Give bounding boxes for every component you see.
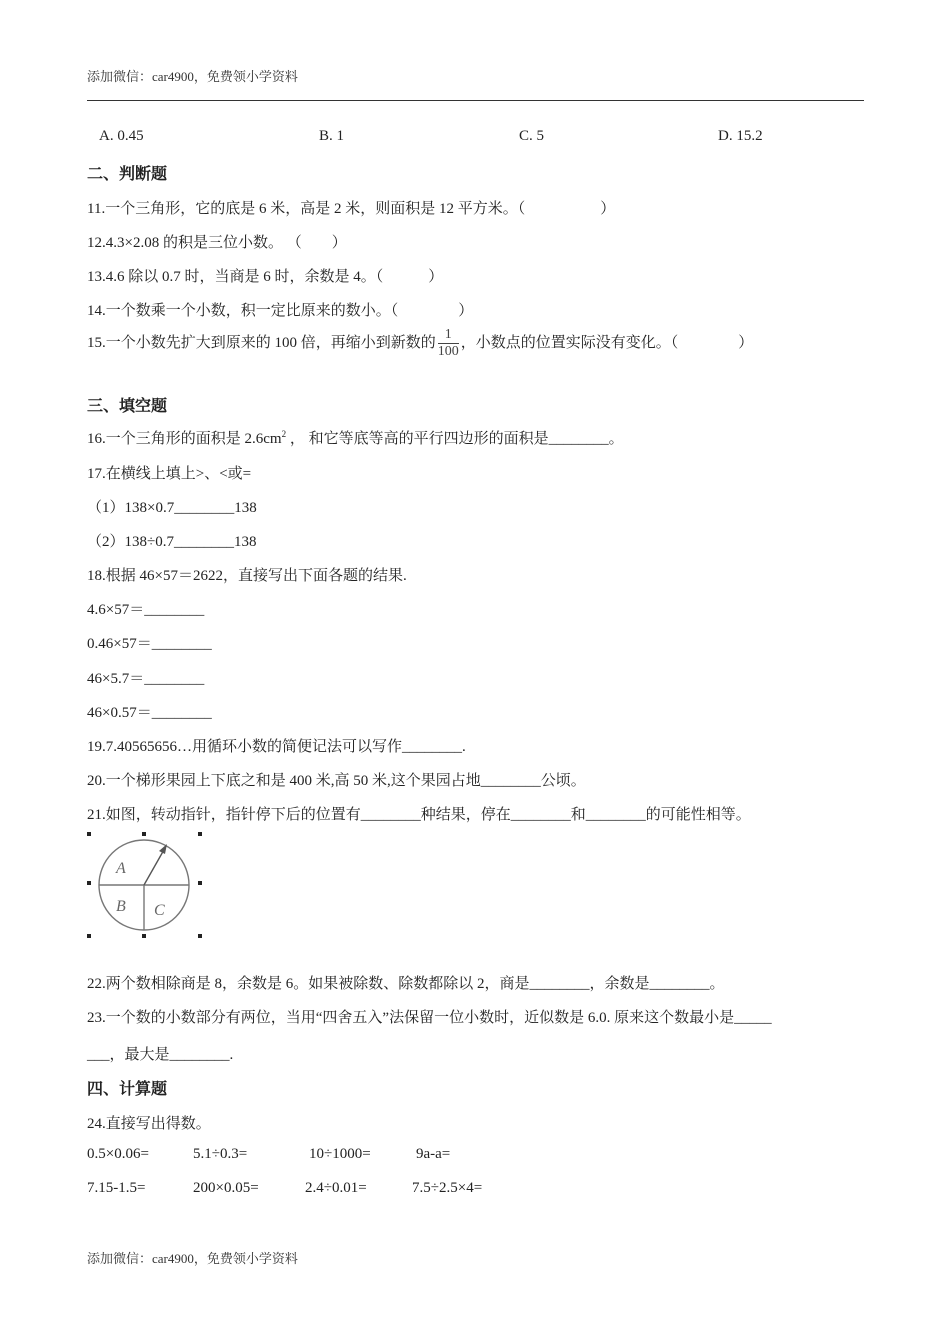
calc-item: 200×0.05= (193, 1180, 259, 1196)
question-23-line-1: 23.一个数的小数部分有两位，当用“四舍五入”法保留一位小数时，近似数是 6.0. 原来这个数最小是_____ (87, 1010, 772, 1026)
spinner-pointer (144, 848, 165, 885)
page-footer: 添加微信：car4900，免费领小学资料 (87, 1251, 298, 1266)
spinner-label-c: C (154, 902, 165, 919)
option-c: C. 5 (519, 128, 545, 144)
question-16 (87, 427, 624, 448)
question-21: 21.如图，转动指针，指针停下后的位置有________种结果，停在________和________的可能性相等。 (87, 807, 751, 823)
question-15-text-b: ，小数点的位置实际没有变化。（ ） (460, 334, 754, 351)
question-13: 13.4.6 除以 0.7 时，当商是 6 时，余数是 4。（ ） (87, 269, 444, 285)
question-24: 24.直接写出得数。 (87, 1116, 211, 1132)
question-14: 14.一个数乘一个小数，积一定比原来的数小。（ ） (87, 303, 474, 319)
calc-item: 7.5÷2.5×4= (412, 1180, 483, 1196)
fraction-denominator: 100 (437, 344, 459, 359)
question-23-line-2: ___，最大是________. (87, 1047, 234, 1063)
question-18-line-1: 4.6×57＝________ (87, 602, 205, 618)
calc-item: 2.4÷0.01= (305, 1180, 367, 1196)
question-15 (87, 328, 753, 359)
question-18: 18.根据 46×57＝2622，直接写出下面各题的结果. (87, 568, 407, 584)
calc-item: 5.1÷0.3= (193, 1146, 248, 1162)
calc-item: 10÷1000= (309, 1146, 371, 1162)
fraction-numerator: 1 (438, 328, 459, 344)
question-17-part-1: （1）138×0.7________138 (87, 500, 257, 516)
calc-item: 7.15-1.5= (87, 1180, 146, 1196)
question-18-line-4: 46×0.57＝________ (87, 705, 212, 721)
header-divider (87, 100, 864, 101)
spinner-label-a: A (116, 860, 126, 877)
handle-mid-right (198, 881, 202, 885)
calc-item: 9a-a= (416, 1146, 451, 1162)
spinner-pointer-arrowhead (159, 844, 167, 854)
question-18-line-3: 46×5.7＝________ (87, 671, 205, 687)
section-title-judgement: 二、判断题 (87, 164, 168, 183)
question-22: 22.两个数相除商是 8，余数是 6。如果被除数、除数都除以 2，商是________，余数是________。 (87, 976, 725, 992)
handle-top-right (198, 832, 202, 836)
section-title-fill-in: 三、填空题 (87, 396, 168, 415)
question-20: 20.一个梯形果园上下底之和是 400 米,高 50 米,这个果园占地________公顷。 (87, 773, 586, 789)
calc-item: 0.5×0.06= (87, 1146, 149, 1162)
question-19: 19.7.40565656…用循环小数的简便记法可以写作________. (87, 739, 466, 755)
spinner-figure (92, 835, 196, 935)
question-11: 11.一个三角形，它的底是 6 米，高是 2 米，则面积是 12 平方米。（ ） (87, 201, 616, 217)
option-d: D. 15.2 (718, 128, 763, 144)
option-b: B. 1 (319, 128, 345, 144)
page-header: 添加微信：car4900，免费领小学资料 (87, 69, 298, 84)
handle-bottom-left (87, 934, 91, 938)
question-16-text-b: ， 和它等底等高的平行四边形的面积是________。 (286, 431, 624, 447)
question-15-text-a: 15.一个小数先扩大到原来的 100 倍，再缩小到新数的 (87, 334, 436, 351)
question-18-line-2: 0.46×57＝________ (87, 636, 212, 652)
superscript-2: 2 (281, 429, 287, 439)
option-a: A. 0.45 (99, 128, 144, 144)
handle-bottom-right (198, 934, 202, 938)
handle-mid-left (87, 881, 91, 885)
question-17: 17.在横线上填上>、<或= (87, 466, 252, 482)
question-16-text-a: 16.一个三角形的面积是 2.6cm (87, 431, 282, 447)
fraction-one-hundredth (438, 328, 459, 359)
section-title-calculation: 四、计算题 (87, 1079, 168, 1098)
question-17-part-2: （2）138÷0.7________138 (87, 534, 257, 550)
handle-top-left (87, 832, 91, 836)
spinner-label-b: B (116, 898, 126, 915)
question-12: 12.4.3×2.08 的积是三位小数。 （ ） (87, 235, 347, 251)
